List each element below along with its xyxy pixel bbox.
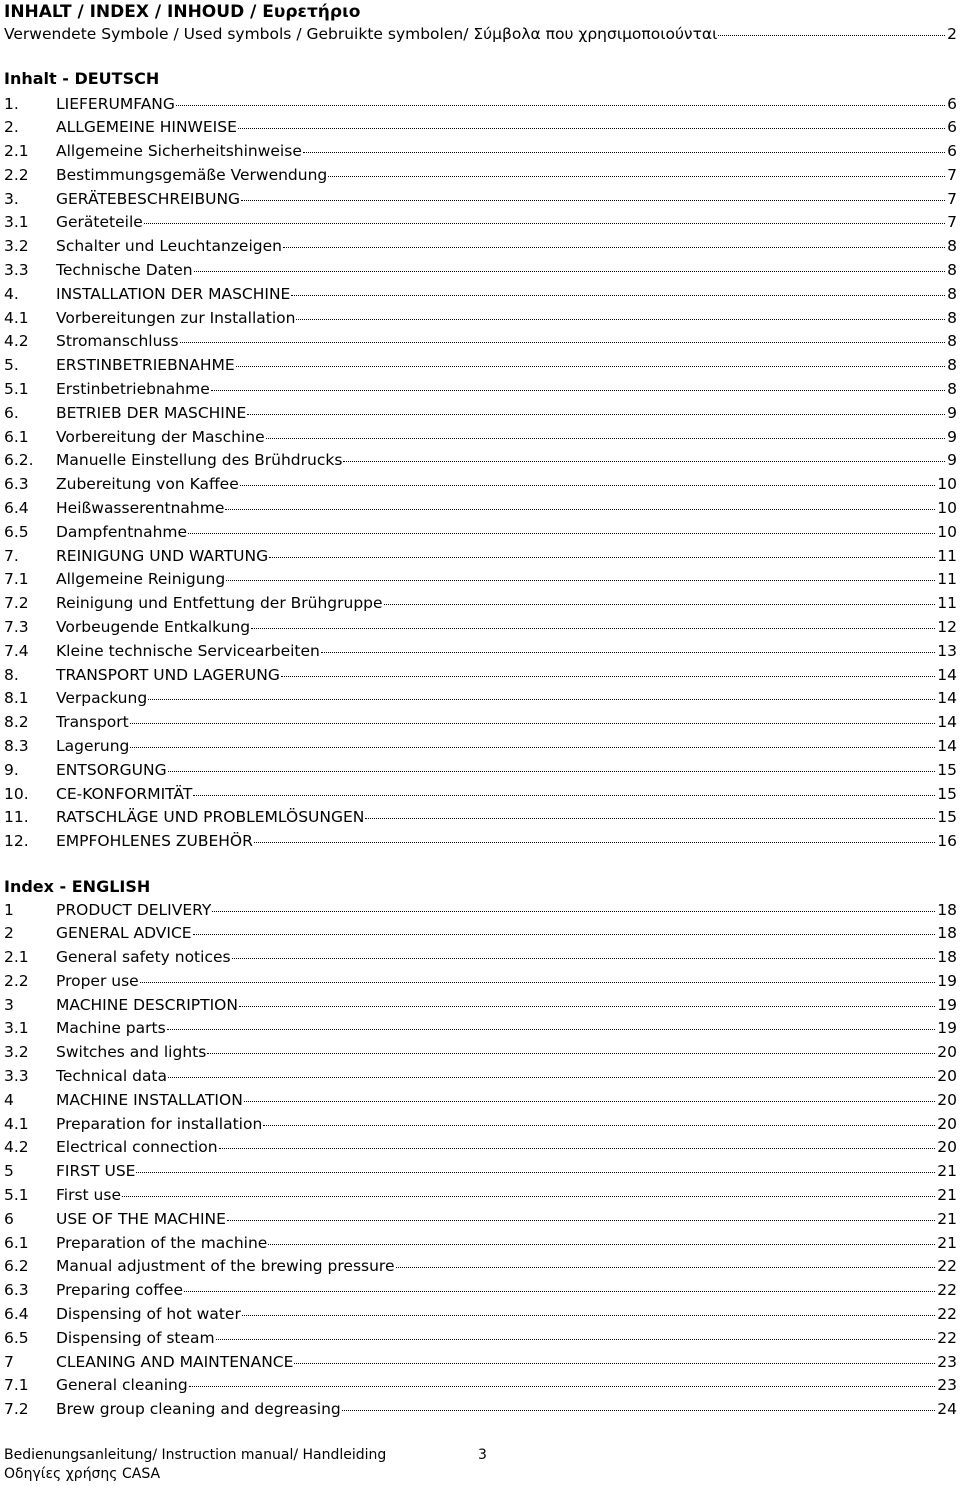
toc-entry-title: Verwendete Symbole / Used symbols / Gebruikte symbolen/ Σύμβολα που χρησιμοποιούνται — [4, 24, 718, 43]
toc-entry-page: 9 — [947, 403, 957, 422]
dot-leader — [294, 1347, 935, 1364]
english-toc-list — [4, 898, 957, 1422]
dot-leader — [130, 732, 935, 749]
dot-leader — [188, 517, 935, 534]
toc-entry-number: 3 — [4, 995, 14, 1014]
footer-product-name: Οδηγίες χρήσης CASA — [4, 1466, 161, 1482]
page-footer — [4, 1446, 487, 1484]
footer-manual-title: Bedienungsanleitung/ Instruction manual/ Handleiding — [4, 1447, 387, 1463]
toc-entry-number: 5 — [4, 1162, 14, 1181]
toc-entry-page: 19 — [937, 995, 957, 1014]
toc-entry-title: Zubereitung von Kaffee — [56, 475, 239, 494]
dot-leader — [194, 256, 946, 273]
toc-entry-title: Kleine technische Servicearbeiten — [56, 641, 320, 660]
dot-leader — [266, 422, 945, 439]
dot-leader — [180, 327, 946, 344]
toc-entry-page: 15 — [937, 760, 957, 779]
dot-leader — [321, 636, 935, 653]
toc-entry-title: Dispensing of hot water — [56, 1305, 241, 1324]
toc-entry-number: 1. — [4, 94, 19, 113]
dot-leader — [144, 208, 945, 225]
toc-entry-number: 10. — [4, 784, 29, 803]
dot-leader — [232, 943, 936, 960]
dot-leader — [207, 1038, 935, 1055]
toc-entry-number: 7.3 — [4, 618, 29, 637]
toc-entry-title: General safety notices — [56, 948, 231, 967]
dot-leader — [254, 827, 935, 844]
toc-entry-number: 12. — [4, 832, 29, 851]
toc-entry-title: RATSCHLÄGE UND PROBLEMLÖSUNGEN — [56, 808, 365, 827]
dot-leader — [193, 779, 935, 796]
toc-entry-page: 21 — [937, 1209, 957, 1228]
toc-entry-page: 15 — [937, 808, 957, 827]
toc-entry-title: Transport — [56, 713, 129, 732]
dot-leader — [283, 232, 945, 249]
toc-entry-number: 7. — [4, 546, 19, 565]
toc-entry-page: 11 — [937, 570, 957, 589]
dot-leader — [238, 113, 945, 130]
toc-entry-number: 6 — [4, 1209, 14, 1228]
toc-entry-title: EMPFOHLENES ZUBEHÖR — [56, 832, 253, 851]
toc-entry-page: 23 — [937, 1352, 957, 1371]
toc-entry-title: CE-KONFORMITÄT — [56, 784, 193, 803]
toc-entry-number: 11. — [4, 808, 29, 827]
dot-leader — [219, 1133, 936, 1150]
toc-entry-title: Dampfentnahme — [56, 522, 188, 541]
toc-entry-title: BETRIEB DER MASCHINE — [56, 403, 247, 422]
symbols-toc — [4, 22, 957, 46]
dot-leader — [168, 755, 936, 772]
toc-entry-title: PRODUCT DELIVERY — [56, 900, 212, 919]
toc-entry-title: Schalter und Leuchtanzeigen — [56, 237, 282, 256]
dot-leader — [718, 19, 945, 36]
toc-entry-page: 2 — [947, 24, 957, 43]
toc-entry-number: 6.1 — [4, 1233, 29, 1252]
toc-entry-number: 6.4 — [4, 499, 29, 518]
dot-leader — [303, 137, 945, 154]
toc-entry-title: GERÄTEBESCHREIBUNG — [56, 189, 241, 208]
dot-leader — [136, 1157, 935, 1174]
toc-entry-page: 8 — [947, 380, 957, 399]
dot-leader — [176, 89, 945, 106]
toc-entry-number: 4. — [4, 284, 19, 303]
toc-entry-page: 7 — [947, 189, 957, 208]
toc-entry-page: 16 — [937, 832, 957, 851]
toc-entry-title: LIEFERUMFANG — [56, 94, 175, 113]
toc-entry-page: 13 — [937, 641, 957, 660]
toc-entry-page: 22 — [937, 1257, 957, 1276]
toc-entry-title: GENERAL ADVICE — [56, 924, 192, 943]
german-toc-list — [4, 92, 957, 854]
toc-entry-number: 8.1 — [4, 689, 29, 708]
toc-entry-title: CLEANING AND MAINTENANCE — [56, 1352, 294, 1371]
dot-leader — [269, 541, 935, 558]
dot-leader — [263, 1109, 935, 1126]
dot-leader — [281, 660, 935, 677]
toc-entry-title: Dispensing of steam — [56, 1328, 215, 1347]
dot-leader — [328, 160, 945, 177]
toc-entry-page: 8 — [947, 284, 957, 303]
dot-leader — [225, 494, 935, 511]
toc-entry-number: 6.5 — [4, 1328, 29, 1347]
dot-leader — [241, 184, 945, 201]
toc-entry-page: 24 — [937, 1400, 957, 1419]
toc-entry-number: 3.2 — [4, 1043, 29, 1062]
toc-entry-number: 6.2 — [4, 1257, 29, 1276]
toc-entry-page: 22 — [937, 1281, 957, 1300]
toc-entry-page: 20 — [937, 1090, 957, 1109]
dot-leader — [244, 1085, 935, 1102]
toc-entry-page: 20 — [937, 1043, 957, 1062]
dot-leader — [167, 1014, 936, 1031]
toc-entry-title: Allgemeine Reinigung — [56, 570, 226, 589]
toc-entry-title: Vorbereitung der Maschine — [56, 427, 265, 446]
toc-entry-number: 7.1 — [4, 1376, 29, 1395]
toc-entry-number: 2.1 — [4, 948, 29, 967]
toc-entry-page: 6 — [947, 94, 957, 113]
toc-entry-title: Preparation of the machine — [56, 1233, 268, 1252]
toc-entry-page: 18 — [937, 948, 957, 967]
toc-entry-title: Allgemeine Sicherheitshinweise — [56, 142, 302, 161]
toc-entry-page: 8 — [947, 261, 957, 280]
toc-entry-title: Reinigung und Entfettung der Brühgruppe — [56, 594, 383, 613]
toc-entry-title: ALLGEMEINE HINWEISE — [56, 118, 237, 137]
dot-leader — [140, 966, 936, 983]
toc-entry-page: 14 — [937, 689, 957, 708]
dot-leader — [193, 919, 936, 936]
toc-entry-number: 2 — [4, 924, 14, 943]
toc-entry-page: 10 — [937, 499, 957, 518]
page-title: INHALT / INDEX / INHOUD / Ευρετήριο — [4, 2, 361, 22]
toc-entry-title: Verpackung — [56, 689, 148, 708]
toc-entry-title: Vorbereitungen zur Installation — [56, 308, 296, 327]
footer-page-number: 3 — [478, 1447, 487, 1463]
toc-entry-title: General cleaning — [56, 1376, 188, 1395]
dot-leader — [148, 684, 935, 701]
toc-entry-page: 19 — [937, 971, 957, 990]
toc-entry-number: 7.2 — [4, 1400, 29, 1419]
dot-leader — [396, 1252, 936, 1269]
toc-entry-page: 19 — [937, 1019, 957, 1038]
toc-entry[interactable] — [4, 830, 957, 854]
toc-entry-title: Preparing coffee — [56, 1281, 184, 1300]
toc-entry-title: INSTALLATION DER MASCHINE — [56, 284, 291, 303]
toc-entry-title: Manuelle Einstellung des Brühdrucks — [56, 451, 343, 470]
toc-entry-number: 5.1 — [4, 1186, 29, 1205]
toc-entry-title: Electrical connection — [56, 1138, 218, 1157]
toc-entry-number: 3.3 — [4, 1067, 29, 1086]
toc-entry-page: 20 — [937, 1114, 957, 1133]
toc-entry-title: Erstinbetriebnahme — [56, 380, 210, 399]
dot-leader — [240, 470, 936, 487]
toc-entry-page: 22 — [937, 1305, 957, 1324]
dot-leader — [122, 1181, 935, 1198]
toc-entry-title: Technische Daten — [56, 261, 193, 280]
toc-entry-page: 8 — [947, 332, 957, 351]
toc-entry-number: 3.1 — [4, 213, 29, 232]
toc-entry-number: 8.2 — [4, 713, 29, 732]
toc-entry-number: 6.4 — [4, 1305, 29, 1324]
dot-leader — [251, 613, 935, 630]
toc-entry-page: 21 — [937, 1233, 957, 1252]
dot-leader — [130, 708, 936, 725]
toc-entry-page: 10 — [937, 475, 957, 494]
dot-leader — [384, 589, 936, 606]
toc-entry-page: 22 — [937, 1328, 957, 1347]
toc-entry-page: 14 — [937, 665, 957, 684]
toc-entry-number: 5.1 — [4, 380, 29, 399]
toc-entry-title: REINIGUNG UND WARTUNG — [56, 546, 269, 565]
toc-entry-number: 2.2 — [4, 971, 29, 990]
toc-entry-number: 6.3 — [4, 475, 29, 494]
toc-entry-number: 2.2 — [4, 165, 29, 184]
toc-entry-number: 4.2 — [4, 1138, 29, 1157]
toc-entry-page: 12 — [937, 618, 957, 637]
dot-leader — [227, 1204, 935, 1221]
dot-leader — [168, 1062, 935, 1079]
dot-leader — [342, 1395, 936, 1412]
toc-entry-title: MACHINE INSTALLATION — [56, 1090, 243, 1109]
toc-entry-title: Switches and lights — [56, 1043, 207, 1062]
toc-entry-page: 14 — [937, 737, 957, 756]
toc-entry-title: FIRST USE — [56, 1162, 136, 1181]
toc-entry-page: 18 — [937, 900, 957, 919]
toc-entry-number: 7.1 — [4, 570, 29, 589]
toc-entry-page: 9 — [947, 427, 957, 446]
dot-leader — [291, 279, 945, 296]
toc-entry-page: 7 — [947, 165, 957, 184]
toc-entry-number: 3.2 — [4, 237, 29, 256]
german-section-heading: Inhalt - DEUTSCH — [4, 69, 160, 88]
toc-entry-title: Preparation for installation — [56, 1114, 263, 1133]
toc-entry-page: 8 — [947, 308, 957, 327]
toc-entry-number: 8.3 — [4, 737, 29, 756]
toc-entry-title: TRANSPORT UND LAGERUNG — [56, 665, 280, 684]
toc-entry-page: 18 — [937, 924, 957, 943]
dot-leader — [212, 895, 935, 912]
toc-entry-page: 6 — [947, 142, 957, 161]
dot-leader — [189, 1371, 936, 1388]
toc-entry-number: 8. — [4, 665, 19, 684]
toc-entry-title: First use — [56, 1186, 121, 1205]
toc-entry-number: 9. — [4, 760, 19, 779]
toc-entry-title: Lagerung — [56, 737, 130, 756]
toc-entry-page: 21 — [937, 1162, 957, 1181]
dot-leader — [247, 398, 945, 415]
toc-entry-symbols[interactable] — [4, 22, 957, 46]
toc-entry-title: Heißwasserentnahme — [56, 499, 225, 518]
toc-entry[interactable] — [4, 1398, 957, 1422]
toc-entry-number: 6. — [4, 403, 19, 422]
toc-entry-number: 4 — [4, 1090, 14, 1109]
toc-entry-page: 14 — [937, 713, 957, 732]
toc-entry-page: 11 — [937, 594, 957, 613]
toc-entry-page: 8 — [947, 237, 957, 256]
dot-leader — [296, 303, 945, 320]
toc-entry-page: 20 — [937, 1067, 957, 1086]
dot-leader — [184, 1276, 935, 1293]
dot-leader — [365, 803, 935, 820]
toc-entry-number: 4.2 — [4, 332, 29, 351]
toc-entry-title: ENTSORGUNG — [56, 760, 167, 779]
english-section-heading: Index - ENGLISH — [4, 877, 151, 896]
dot-leader — [236, 351, 945, 368]
toc-entry-title: USE OF THE MACHINE — [56, 1209, 226, 1228]
toc-entry-number: 6.1 — [4, 427, 29, 446]
toc-entry-page: 21 — [937, 1186, 957, 1205]
dot-leader — [239, 990, 935, 1007]
toc-entry-number: 7.4 — [4, 641, 29, 660]
toc-entry-number: 2.1 — [4, 142, 29, 161]
toc-entry-number: 3. — [4, 189, 19, 208]
toc-entry-title: Vorbeugende Entkalkung — [56, 618, 251, 637]
toc-entry-title: Geräteteile — [56, 213, 143, 232]
dot-leader — [216, 1323, 936, 1340]
toc-entry-number: 1 — [4, 900, 14, 919]
toc-entry-page: 6 — [947, 118, 957, 137]
toc-entry-page: 11 — [937, 546, 957, 565]
toc-entry-number: 4.1 — [4, 1114, 29, 1133]
toc-entry-page: 20 — [937, 1138, 957, 1157]
toc-entry-number: 5. — [4, 356, 19, 375]
toc-entry-page: 23 — [937, 1376, 957, 1395]
toc-entry-number: 3.3 — [4, 261, 29, 280]
toc-entry-number: 6.3 — [4, 1281, 29, 1300]
toc-entry-number: 2. — [4, 118, 19, 137]
toc-entry-number: 4.1 — [4, 308, 29, 327]
toc-entry-page: 7 — [947, 213, 957, 232]
toc-entry-title: Stromanschluss — [56, 332, 179, 351]
toc-entry-page: 15 — [937, 784, 957, 803]
toc-entry-number: 6.2. — [4, 451, 34, 470]
toc-entry-title: Brew group cleaning and degreasing — [56, 1400, 341, 1419]
dot-leader — [343, 446, 945, 463]
toc-entry-title: Bestimmungsgemäße Verwendung — [56, 165, 328, 184]
toc-entry-title: Manual adjustment of the brewing pressure — [56, 1257, 395, 1276]
toc-entry-page: 10 — [937, 522, 957, 541]
toc-entry-page: 8 — [947, 356, 957, 375]
dot-leader — [268, 1228, 935, 1245]
toc-entry-title: Proper use — [56, 971, 139, 990]
toc-entry-number: 6.5 — [4, 522, 29, 541]
toc-entry-title: MACHINE DESCRIPTION — [56, 995, 238, 1014]
dot-leader — [211, 375, 945, 392]
toc-entry-number: 7.2 — [4, 594, 29, 613]
toc-entry-title: ERSTINBETRIEBNAHME — [56, 356, 235, 375]
toc-entry-page: 9 — [947, 451, 957, 470]
toc-entry-number: 3.1 — [4, 1019, 29, 1038]
toc-entry-title: Technical data — [56, 1067, 168, 1086]
dot-leader — [242, 1300, 935, 1317]
toc-entry-title: Machine parts — [56, 1019, 166, 1038]
dot-leader — [226, 565, 935, 582]
toc-entry-number: 7 — [4, 1352, 14, 1371]
